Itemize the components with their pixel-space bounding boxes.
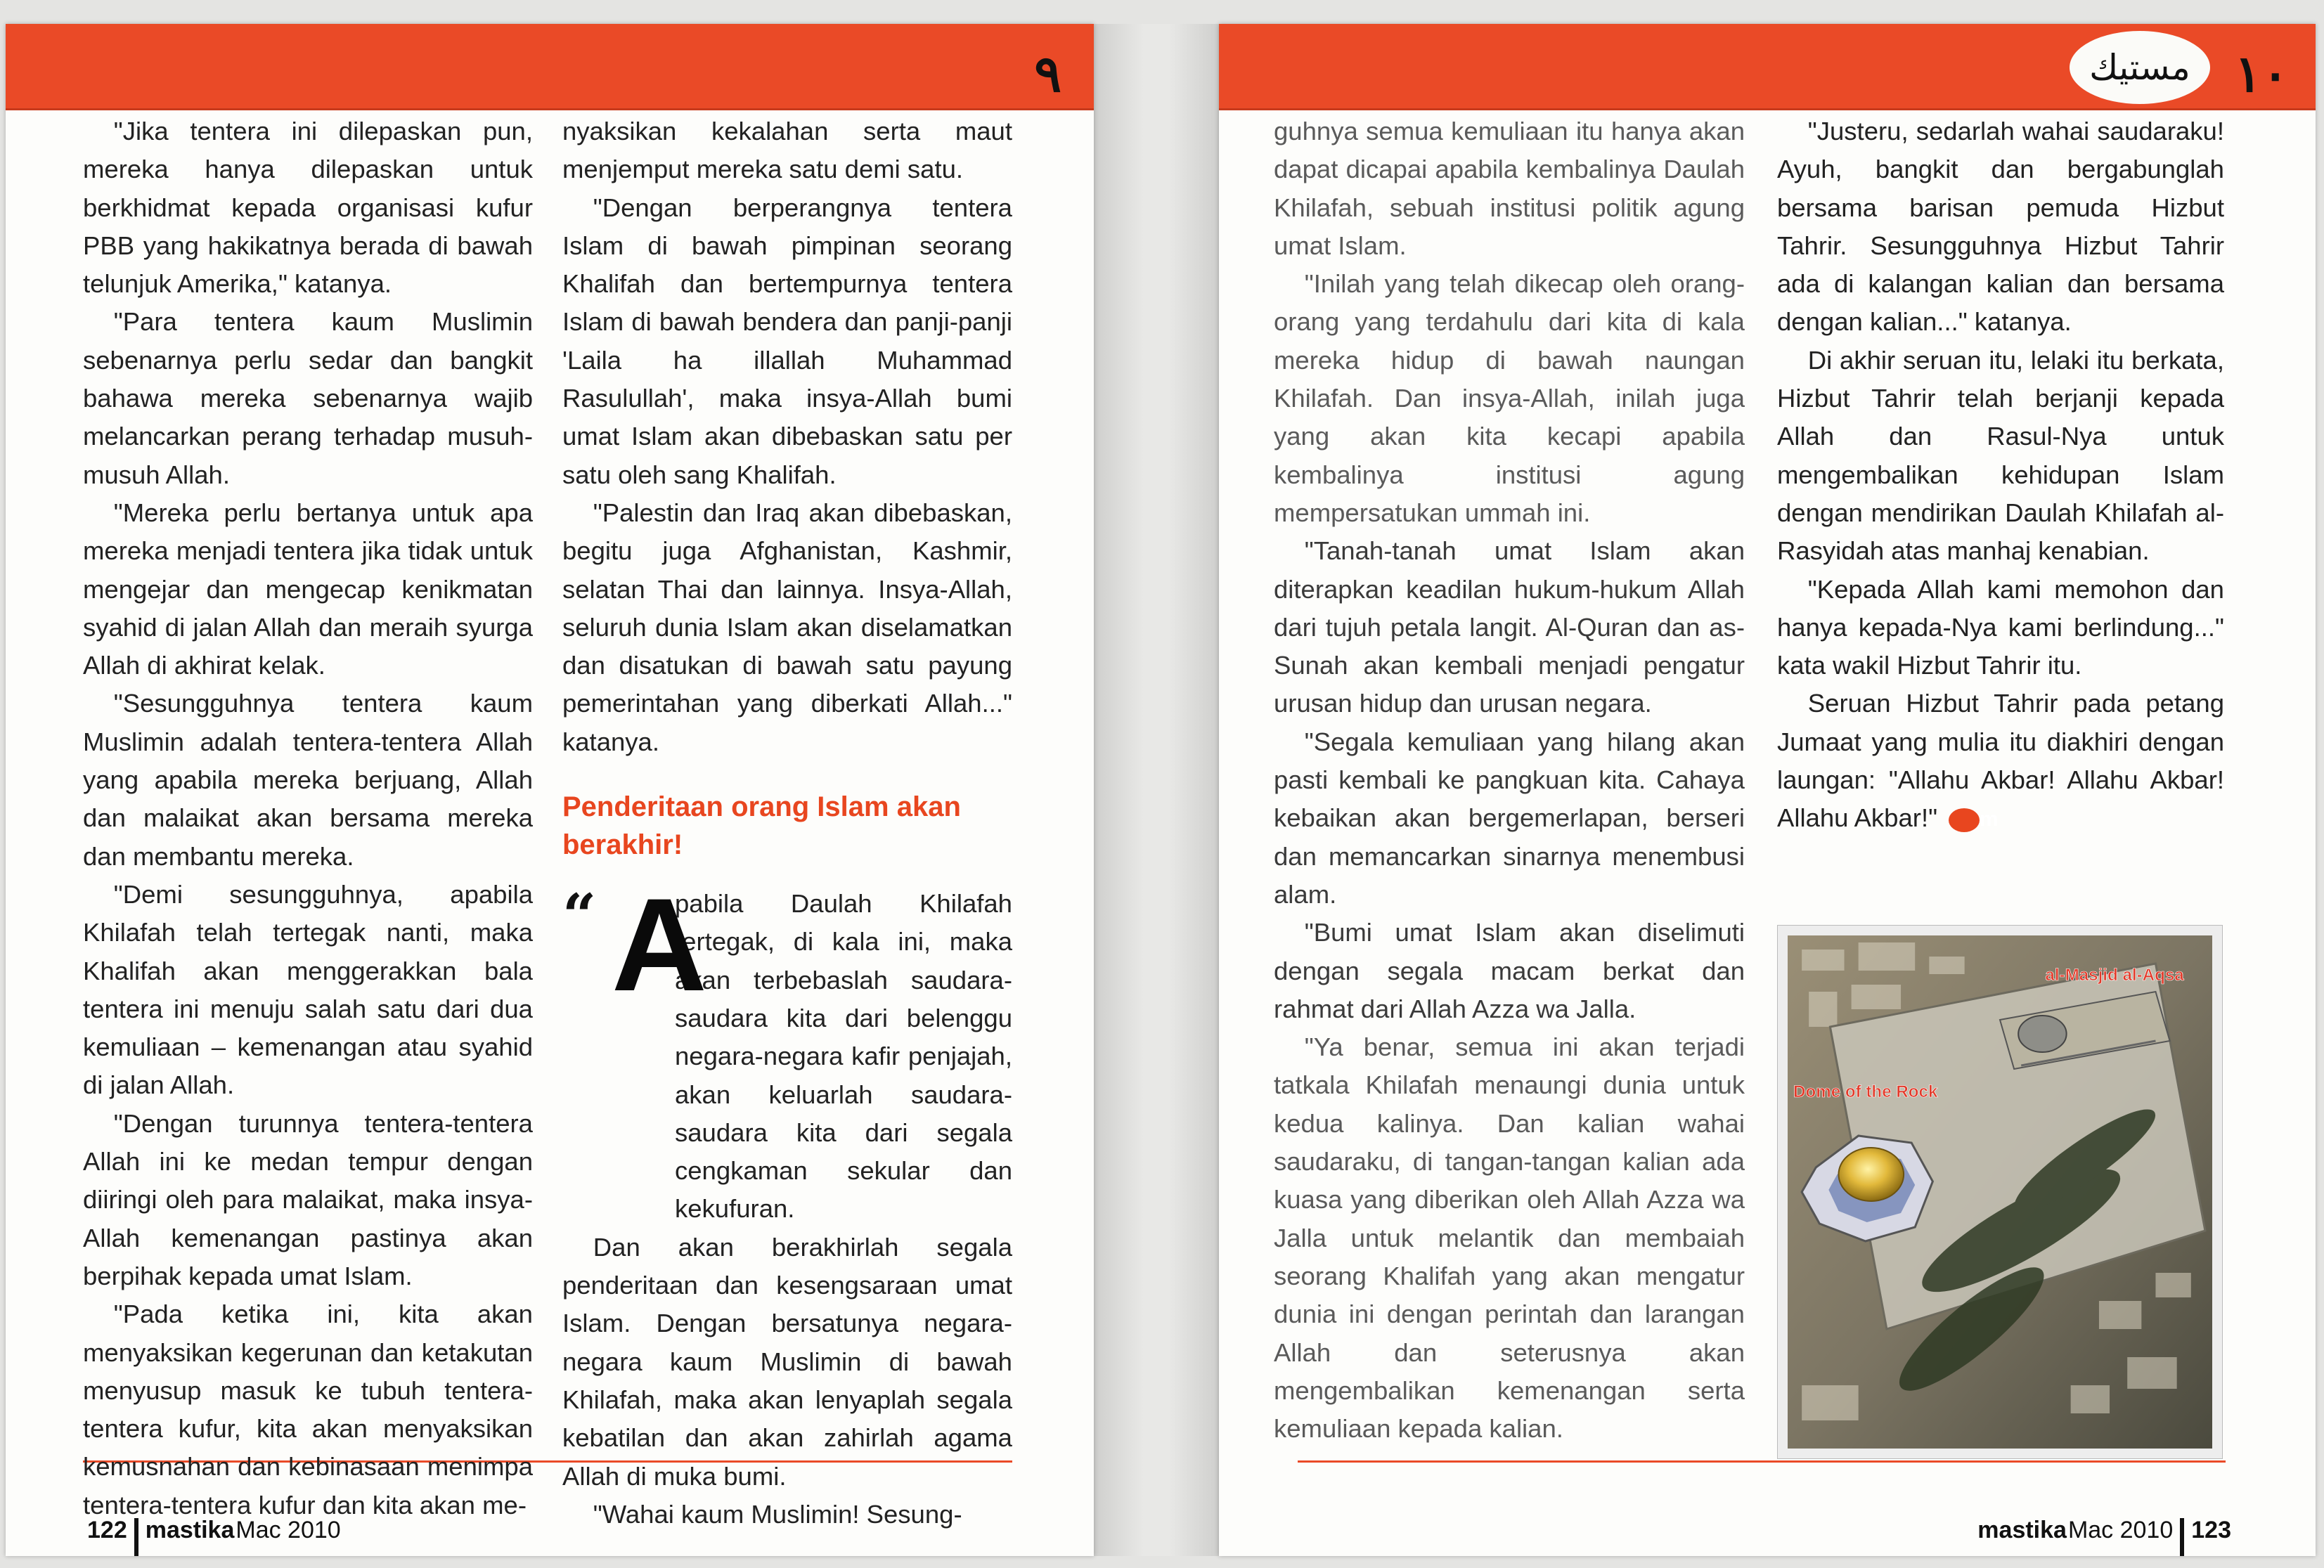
paragraph: Dan akan berakhirlah segala penderitaan dan kesengsaraan umat Islam. Dengan bersatunya negara-negara kaum Muslimin di bawah Khilafah, maka akan lenyaplah segala kebatilan dan akan zahirlah agama Allah di muka bumi. xyxy=(562,1232,1012,1491)
page-number: 123 xyxy=(2191,1516,2231,1543)
magazine-logo: مستيك xyxy=(2070,31,2210,104)
paragraph: "Sesungguhnya tentera kaum Muslimin adalah tentera-tentera Allah yang apabila mereka berjuang, Allah dan malaikat akan bersama mereka dan membantu mereka. xyxy=(83,689,533,871)
header-band xyxy=(6,24,1094,110)
handwritten-page-number: ١٠ xyxy=(2234,44,2289,103)
dropcap-letter: A xyxy=(612,871,707,1019)
paragraph: "Palestin dan Iraq akan dibebaskan, begitu juga Afghanistan, Kashmir, selatan Thai dan lainnya. Insya-Allah, seluruh dunia Islam akan diselamatkan dan disatukan di bawah satu payung pemerintahan yang diberkati Allah..." katanya. xyxy=(562,498,1012,756)
magazine-brand: mastika xyxy=(145,1516,235,1543)
paragraph: "Wahai kaum Muslimin! Sesung- xyxy=(593,1499,962,1529)
dropcap-quote: “ xyxy=(562,881,597,951)
footer xyxy=(1977,1505,2231,1555)
photo-label-dome: Dome of the Rock xyxy=(1793,1082,1938,1101)
paragraph: "Tanah-tanah umat Islam akan diterapkan keadilan hukum-hukum Allah dari tujuh petala langit. Al-Quran dan as-Sunah akan kembali menjadi pengatur urusan hidup dan urusan negara. xyxy=(1274,536,1745,718)
aerial-photo xyxy=(1777,925,2223,1459)
paragraph: "Segala kemuliaan yang hilang akan pasti kembali ke pangkuan kita. Cahaya kebaikan akan bergemerlapan, berseri dan memancarkan sinarnya menembusi alam. xyxy=(1274,727,1745,909)
aerial-photo-image xyxy=(1788,935,2212,1449)
magazine-brand: mastika xyxy=(1977,1516,2067,1543)
paragraph: "Demi sesungguhnya, apabila Khilafah telah tertegak nanti, maka Khalifah akan menggerakkan bala tentera ini menuju salah satu dari dua kemuliaan – kemenangan atau syahid di jalan Allah. xyxy=(83,879,533,1100)
footer-rule xyxy=(1298,1460,2226,1463)
right-column-1 xyxy=(1274,112,1745,1448)
paragraph-final xyxy=(1777,685,2224,837)
paragraph: "Pada ketika ini, kita akan menyaksikan kegerunan dan ketakutan menyusup masuk ke tubuh tentera-tentera kufur, kita akan menyaksikan kemusnahan dan kebinasaan menimpa tentera-tentera kufur dan kita akan me- xyxy=(83,1300,533,1520)
left-column-1 xyxy=(83,112,533,1524)
page-number: 122 xyxy=(87,1516,127,1543)
subheading: Penderitaan orang Islam akan berakhir! xyxy=(562,791,961,861)
issue-date: Mac 2010 xyxy=(235,1516,341,1543)
end-mark-icon: m xyxy=(1949,808,1980,832)
paragraph: Di akhir seruan itu, lelaki itu berkata, Hizbut Tahrir telah berjanji kepada Allah dan Rasul-Nya untuk mengembalikan kehidupan Islam dengan mendirikan Daulah Khilafah al-Rasyidah atas manhaj kenabian. xyxy=(1777,345,2224,566)
issue-date: Mac 2010 xyxy=(2067,1516,2174,1543)
paragraph: "Justeru, sedarlah wahai saudaraku! Ayuh, bangkit dan bergabunglah bersama barisan pemuda Hizbut Tahrir. Sesungguhnya Hizbut Tahrir ada di kalangan kalian dan bersama dengan kalian..." katanya. xyxy=(1777,117,2224,337)
paragraph: "Jika tentera ini dilepaskan pun, mereka hanya dilepaskan untuk berkhidmat kepada organisasi kufur PBB yang hakikatnya berada di bawah telunjuk Amerika," katanya. xyxy=(83,117,533,299)
paragraph: "Para tentera kaum Muslimin sebenarnya perlu sedar dan bangkit bahawa mereka sebenarnya wajib melancarkan perang terhadap musuh-musuh Allah. xyxy=(83,307,533,489)
dropcap-text-first: pabila Daulah Khilafah tertegak, di kala ini, maka akan terbebaslah saudara-saudara kita dari belenggu negara-negara kafir penjajah, akan keluarlah saudara-saudara kita dari segala cengkaman sekular dan kekufuran. xyxy=(675,889,1012,1224)
paragraph: "Ya benar, semua ini akan terjadi tatkala Khilafah menaungi dunia untuk kedua kalinya. Dan kalian wahai saudaraku, di tangan-tangan kalian ada kuasa yang diberikan oleh Allah Azza wa Jalla untuk melantik dan membaiah seorang Khalifah yang akan mengatur dunia ini dengan perintah dan larangan Allah dan seterusnya akan mengembalikan kemenangan serta kemuliaan kepada kalian. xyxy=(1274,1032,1745,1444)
handwritten-page-number: ٩ xyxy=(1034,44,1061,103)
paragraph: "Inilah yang telah dikecap oleh orang-orang yang terdahulu dari kita di kala mereka hidup di bawah naungan Khilafah. Dan insya-Allah, inilah juga yang akan kita kecapi apabila kembalinya institusi agung mempersatukan ummah ini. xyxy=(1274,269,1745,527)
final-paragraph-text: Seruan Hizbut Tahrir pada petang Jumaat yang mulia itu diakhiri dengan laungan: "Allahu Akbar! Allahu Akbar! Allahu Akbar!" xyxy=(1777,689,2224,833)
paragraph: "Bumi umat Islam akan diselimuti dengan segala macam berkat dan rahmat dari Allah Azza wa Jalla. xyxy=(1274,918,1745,1023)
dropcap-paragraph xyxy=(675,885,1012,1229)
book-gutter xyxy=(1094,24,1219,1556)
paragraph: "Dengan berperangnya tentera Islam di bawah pimpinan seorang Khalifah dan bertempurnya tentera Islam di bawah bendera dan panji-panji 'Laila ha illallah Muhammad Rasulullah', maka insya-Allah bumi umat Islam akan dibebaskan satu per satu oleh sang Khalifah. xyxy=(562,193,1012,489)
right-column-2 xyxy=(1777,112,2224,838)
paragraph: "Dengan turunnya tentera-tentera Allah ini ke medan tempur dengan diiringi oleh para malaikat, maka insya-Allah kemenangan pastinya akan berpihak kepada umat Islam. xyxy=(83,1108,533,1290)
paragraph: "Kepada Allah kami memohon dan hanya kepada-Nya kami berlindung..." kata wakil Hizbut Tahrir itu. xyxy=(1777,574,2224,680)
footer-divider xyxy=(2180,1518,2184,1556)
dropcap-block xyxy=(562,871,1012,1229)
left-column-2 xyxy=(562,112,1012,1534)
paragraph: guhnya semua kemuliaan itu hanya akan dapat dicapai apabila kembalinya Daulah Khilafah, sebuah institusi politik agung umat Islam. xyxy=(1274,117,1745,260)
photo-label-mosque: al-Masjid al-Aqsa xyxy=(2045,966,2184,985)
paragraph: "Mereka perlu bertanya untuk apa mereka menjadi tentera jika tidak untuk mengejar dan mengecap kenikmatan syahid di jalan Allah dan meraih syurga Allah di akhirat kelak. xyxy=(83,498,533,680)
paragraph: nyaksikan kekalahan serta maut menjemput mereka satu demi satu. xyxy=(562,117,1012,184)
